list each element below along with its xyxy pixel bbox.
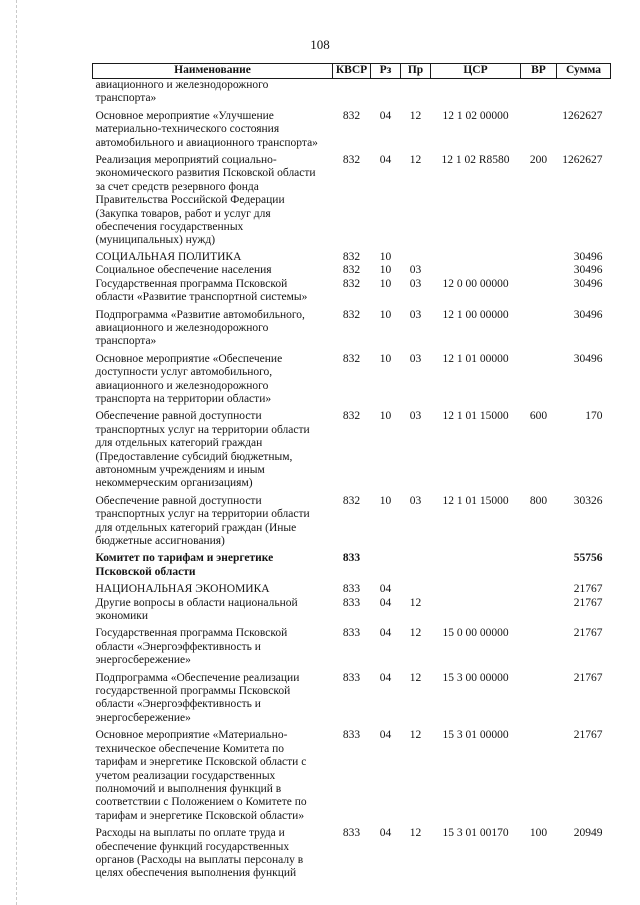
- row-name-line: Подпрограмма «Развитие автомобильного,: [95, 308, 305, 321]
- row-csr: [431, 79, 521, 106]
- row-csr: 12 1 01 15000: [442, 494, 509, 507]
- page-number: 108: [310, 37, 330, 52]
- row-name-line: транспортных услуг на территории области: [95, 423, 310, 436]
- row-vr: [521, 264, 557, 277]
- row-sum: 21767: [573, 627, 603, 640]
- row-name-line: энергосбережение»: [95, 654, 191, 667]
- row-vr: [521, 349, 557, 407]
- row-sum: 30326: [573, 494, 603, 507]
- row-rz: [371, 79, 401, 106]
- table-row: [93, 264, 611, 277]
- row-vr: [521, 248, 557, 264]
- row-name-line: авиационного и железнодорожного: [95, 321, 269, 334]
- row-sum: 20949: [573, 827, 603, 840]
- row-name: [93, 406, 333, 490]
- row-name-line: энергосбережение»: [95, 711, 191, 724]
- row-pr: 03: [409, 277, 422, 290]
- row-name: [93, 725, 333, 823]
- row-sum: 21767: [573, 583, 603, 596]
- row-name: [93, 248, 333, 264]
- row-pr: 12: [409, 596, 422, 609]
- row-kvsr: 833: [342, 627, 361, 640]
- row-name-line: обеспечение функций государственных: [95, 840, 290, 853]
- row-name-line: Обеспечение равной доступности: [95, 494, 262, 507]
- row-pr: [401, 79, 431, 106]
- row-name-line: соответствии с Положением о Комитете по: [95, 796, 307, 809]
- row-name-line: органов (Расходы на выплаты персоналу в: [95, 853, 304, 866]
- row-name-line: Расходы на выплаты по оплате труда и: [95, 827, 285, 840]
- row-name: [93, 278, 333, 305]
- row-kvsr: 832: [342, 109, 361, 122]
- row-rz: 10: [379, 410, 392, 423]
- row-name-line: транспорта на территории области»: [95, 392, 272, 405]
- table-row: [93, 597, 611, 624]
- row-vr: [521, 597, 557, 624]
- row-rz: 10: [379, 250, 392, 263]
- row-name-line: СОЦИАЛЬНАЯ ПОЛИТИКА: [95, 250, 242, 263]
- row-kvsr: 832: [342, 250, 361, 263]
- row-name-line: Псковской области: [95, 565, 196, 578]
- row-csr: 15 3 01 00170: [442, 827, 509, 840]
- row-sum: 1262627: [562, 109, 603, 122]
- row-name-line: области «Энергоэффективность и: [95, 698, 261, 711]
- row-name-line: Социальное обеспечение населения: [95, 264, 272, 277]
- row-sum: 170: [585, 410, 603, 423]
- row-vr: [521, 79, 557, 106]
- row-name-line: целях обеспечения выполнения функций: [95, 867, 297, 880]
- row-name-line: техническое обеспечение Комитета по: [95, 742, 285, 755]
- row-name-line: за счет средств резервного фонда: [95, 180, 259, 193]
- row-pr: 12: [409, 627, 422, 640]
- row-csr: 12 1 01 00000: [442, 352, 509, 365]
- row-pr: 03: [409, 352, 422, 365]
- row-rz: 04: [379, 109, 392, 122]
- row-name-line: НАЦИОНАЛЬНАЯ ЭКОНОМИКА: [95, 583, 270, 596]
- row-sum: 30496: [573, 277, 603, 290]
- row-pr: [401, 579, 431, 596]
- row-name-line: тарифам и энергетике Псковской области с: [95, 756, 307, 769]
- row-name: [93, 491, 333, 549]
- row-sum: 21767: [573, 671, 603, 684]
- row-rz: 10: [379, 264, 392, 277]
- row-rz: 04: [379, 729, 392, 742]
- row-name-line: Реализация мероприятий социально-: [95, 154, 277, 167]
- table-row: [93, 248, 611, 264]
- row-csr: 12 1 02 00000: [442, 109, 509, 122]
- table-row: [93, 725, 611, 823]
- row-vr: 800: [529, 494, 548, 507]
- table-row: [93, 548, 611, 579]
- row-rz: 04: [379, 671, 392, 684]
- row-name-line: Государственная программа Псковской: [95, 627, 288, 640]
- row-pr: 12: [409, 671, 422, 684]
- row-rz: 10: [379, 308, 392, 321]
- row-csr: 12 1 00 00000: [442, 308, 509, 321]
- table-row: [93, 668, 611, 726]
- row-name: [93, 106, 333, 150]
- row-name-line: для отдельных категорий граждан (Иные: [95, 521, 297, 534]
- row-vr: [521, 278, 557, 305]
- row-sum: 30496: [573, 264, 603, 277]
- row-csr: [431, 597, 521, 624]
- table-row: [93, 150, 611, 248]
- row-name-line: Основное мероприятие «Улучшение: [95, 109, 274, 122]
- row-name: [93, 79, 333, 106]
- row-csr: 12 0 00 00000: [442, 277, 509, 290]
- row-csr: [431, 579, 521, 596]
- row-name-line: области «Развитие транспортной системы»: [95, 291, 308, 304]
- row-name-line: Основное мероприятие «Материально-: [95, 729, 288, 742]
- row-name: [93, 305, 333, 349]
- row-vr: [521, 725, 557, 823]
- row-pr: 03: [409, 494, 422, 507]
- row-vr: 600: [529, 410, 548, 423]
- header-name: Наименование: [93, 64, 333, 79]
- row-name-line: Обеспечение равной доступности: [95, 410, 262, 423]
- row-name: [93, 264, 333, 277]
- row-vr: 200: [529, 154, 548, 167]
- row-name-line: экономического развития Псковской области: [95, 167, 316, 180]
- row-kvsr: 833: [342, 583, 361, 596]
- row-csr: 15 3 01 00000: [442, 729, 509, 742]
- row-name-line: (муниципальных) нужд): [95, 234, 216, 247]
- row-rz: 04: [379, 583, 392, 596]
- row-csr: [431, 248, 521, 264]
- row-rz: 04: [379, 627, 392, 640]
- row-name-line: Другие вопросы в области национальной: [95, 596, 298, 609]
- row-name: [93, 597, 333, 624]
- row-csr: [431, 548, 521, 579]
- row-kvsr: 832: [342, 352, 361, 365]
- row-pr: 12: [409, 154, 422, 167]
- scan-edge-line: [16, 0, 17, 905]
- row-csr: 12 1 01 15000: [442, 410, 509, 423]
- row-rz: 10: [379, 352, 392, 365]
- row-kvsr: 833: [342, 827, 361, 840]
- row-vr: [521, 548, 557, 579]
- header-sum: Сумма: [557, 64, 611, 79]
- row-kvsr: [333, 79, 371, 106]
- header-pr: Пр: [401, 64, 431, 79]
- row-name-line: (Предоставление субсидий бюджетным,: [95, 450, 293, 463]
- row-rz: 04: [379, 154, 392, 167]
- row-name-line: транспорта»: [95, 335, 157, 348]
- row-vr: [521, 668, 557, 726]
- row-kvsr: 832: [342, 410, 361, 423]
- row-vr: [521, 623, 557, 667]
- row-rz: [371, 548, 401, 579]
- row-sum: 30496: [573, 250, 603, 263]
- table-row: [93, 491, 611, 549]
- row-name: [93, 150, 333, 248]
- row-name-line: транспортных услуг на территории области: [95, 508, 310, 521]
- budget-table: [92, 63, 611, 881]
- row-name-line: доступности услуг автомобильного,: [95, 366, 273, 379]
- row-name-line: государственной программы Псковской: [95, 685, 291, 698]
- row-name-line: (Закупка товаров, работ и услуг для: [95, 207, 271, 220]
- row-kvsr: 832: [342, 308, 361, 321]
- row-csr: [431, 264, 521, 277]
- header-vr: ВР: [521, 64, 557, 79]
- row-kvsr: 833: [342, 596, 361, 609]
- row-name-line: обеспечения государственных: [95, 221, 244, 234]
- row-name: [93, 349, 333, 407]
- table-row: [93, 579, 611, 596]
- header-csr: ЦСР: [431, 64, 521, 79]
- row-csr: 12 1 02 R8580: [441, 154, 510, 167]
- table-row: [93, 305, 611, 349]
- row-pr: 03: [409, 308, 422, 321]
- row-name: [93, 623, 333, 667]
- row-vr: [521, 106, 557, 150]
- table-header-row: [93, 64, 611, 79]
- row-name: [93, 548, 333, 579]
- row-kvsr: 833: [342, 671, 361, 684]
- row-csr: 15 0 00 00000: [442, 627, 509, 640]
- row-name-line: автомобильного и авиационного транспорта»: [95, 136, 318, 149]
- header-kvsr: КВСР: [333, 64, 371, 79]
- row-name: [93, 823, 333, 881]
- row-kvsr: 833: [342, 552, 361, 565]
- table-row: [93, 823, 611, 881]
- row-sum: [557, 79, 611, 106]
- row-name-line: бюджетные ассигнования): [95, 535, 225, 547]
- table-row: [93, 79, 611, 106]
- row-name-line: полномочий и выполнения функций в: [95, 782, 282, 795]
- table-row: [93, 406, 611, 490]
- table-body: [93, 79, 611, 881]
- row-pr: 03: [409, 410, 422, 423]
- row-pr: 03: [409, 264, 422, 277]
- row-pr: [401, 248, 431, 264]
- row-name-line: транспорта»: [95, 92, 157, 105]
- row-kvsr: 833: [342, 729, 361, 742]
- row-sum: 1262627: [562, 154, 603, 167]
- row-name-line: авиационного и железнодорожного: [95, 379, 269, 392]
- row-vr: [521, 305, 557, 349]
- header-rz: Рз: [371, 64, 401, 79]
- row-sum: 55756: [573, 552, 603, 565]
- row-name-line: учетом реализации государственных: [95, 769, 276, 782]
- row-sum: 21767: [573, 729, 603, 742]
- row-sum: 30496: [573, 308, 603, 321]
- row-pr: 12: [409, 109, 422, 122]
- table-row: [93, 623, 611, 667]
- row-rz: 04: [379, 827, 392, 840]
- row-name-line: тарифам и энергетике Псковской области»: [95, 809, 305, 822]
- row-name-line: Подпрограмма «Обеспечение реализации: [95, 671, 300, 684]
- row-rz: 04: [379, 596, 392, 609]
- row-pr: [401, 548, 431, 579]
- row-rz: 10: [379, 494, 392, 507]
- row-name-line: автономным учреждениям и иным: [95, 463, 265, 476]
- row-name-line: материально-технического состояния: [95, 123, 280, 136]
- row-name-line: Основное мероприятие «Обеспечение: [95, 352, 283, 365]
- row-name-line: области «Энергоэффективность и: [95, 640, 261, 653]
- row-sum: 21767: [573, 596, 603, 609]
- row-name: [93, 668, 333, 726]
- row-name-line: некоммерческим организациям): [95, 477, 253, 490]
- row-rz: 10: [379, 277, 392, 290]
- row-csr: 15 3 00 00000: [442, 671, 509, 684]
- row-name-line: Комитет по тарифам и энергетике: [95, 552, 274, 565]
- row-kvsr: 832: [342, 264, 361, 277]
- table-row: [93, 278, 611, 305]
- row-name-line: Государственная программа Псковской: [95, 277, 288, 290]
- row-name-line: авиационного и железнодорожного: [95, 79, 269, 91]
- row-pr: 12: [409, 729, 422, 742]
- row-name-line: для отдельных категорий граждан: [95, 437, 263, 450]
- row-kvsr: 832: [342, 154, 361, 167]
- row-kvsr: 832: [342, 277, 361, 290]
- row-vr: 100: [529, 827, 548, 840]
- row-vr: [521, 579, 557, 596]
- row-sum: 30496: [573, 352, 603, 365]
- row-name: [93, 579, 333, 596]
- row-name-line: экономики: [95, 610, 149, 623]
- row-name-line: Правительства Российской Федерации: [95, 194, 285, 207]
- row-pr: 12: [409, 827, 422, 840]
- row-kvsr: 832: [342, 494, 361, 507]
- table-row: [93, 106, 611, 150]
- table-row: [93, 349, 611, 407]
